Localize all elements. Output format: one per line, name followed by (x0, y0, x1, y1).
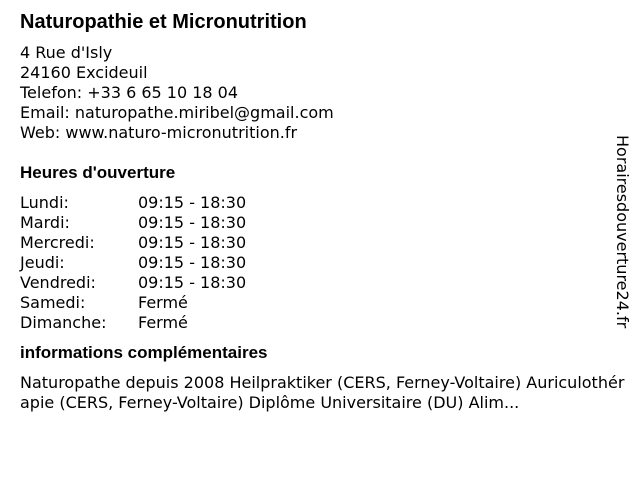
day-label: Samedi: (20, 293, 86, 312)
additional-info-heading: informations complémentaires (20, 343, 268, 362)
email-address: Email: naturopathe.miribel@gmail.com (20, 103, 334, 122)
hours-row-tuesday (20, 213, 630, 233)
hours-row-thursday (20, 253, 630, 273)
city-postcode: 24160 Excideuil (20, 63, 148, 82)
phone-number: Telefon: +33 6 65 10 18 04 (20, 83, 239, 102)
day-hours: 09:15 - 18:30 (138, 233, 247, 252)
business-card (20, 10, 630, 413)
street-address: 4 Rue d'Isly (20, 43, 113, 62)
day-hours: 09:15 - 18:30 (138, 253, 247, 272)
day-hours: 09:15 - 18:30 (138, 273, 247, 292)
opening-hours-heading: Heures d'ouverture (20, 163, 176, 182)
opening-hours-table (20, 193, 630, 333)
day-hours: Fermé (138, 313, 188, 332)
day-hours: Fermé (138, 293, 188, 312)
hours-row-wednesday (20, 233, 630, 253)
address-block (20, 43, 630, 143)
day-label: Lundi: (20, 193, 69, 212)
day-label: Vendredi: (20, 273, 96, 292)
day-hours: 09:15 - 18:30 (138, 193, 247, 212)
day-label: Jeudi: (20, 253, 65, 272)
day-label: Mercredi: (20, 233, 95, 252)
day-label: Dimanche: (20, 313, 107, 332)
hours-row-friday (20, 273, 630, 293)
day-label: Mardi: (20, 213, 70, 232)
hours-row-saturday (20, 293, 630, 313)
hours-row-monday (20, 193, 630, 213)
website-url: Web: www.naturo-micronutrition.fr (20, 123, 298, 142)
hours-row-sunday (20, 313, 630, 333)
site-watermark: Horairesdouverture24.fr (613, 135, 632, 329)
business-name: Naturopathie et Micronutrition (20, 11, 307, 33)
day-hours: 09:15 - 18:30 (138, 213, 247, 232)
additional-info-text: Naturopathe depuis 2008 Heilpraktiker (CERS, Ferney-Voltaire) Auriculothérapie (CERS, Ferney-Voltaire) Diplôme Universitaire (DU) Alim... (20, 373, 625, 412)
